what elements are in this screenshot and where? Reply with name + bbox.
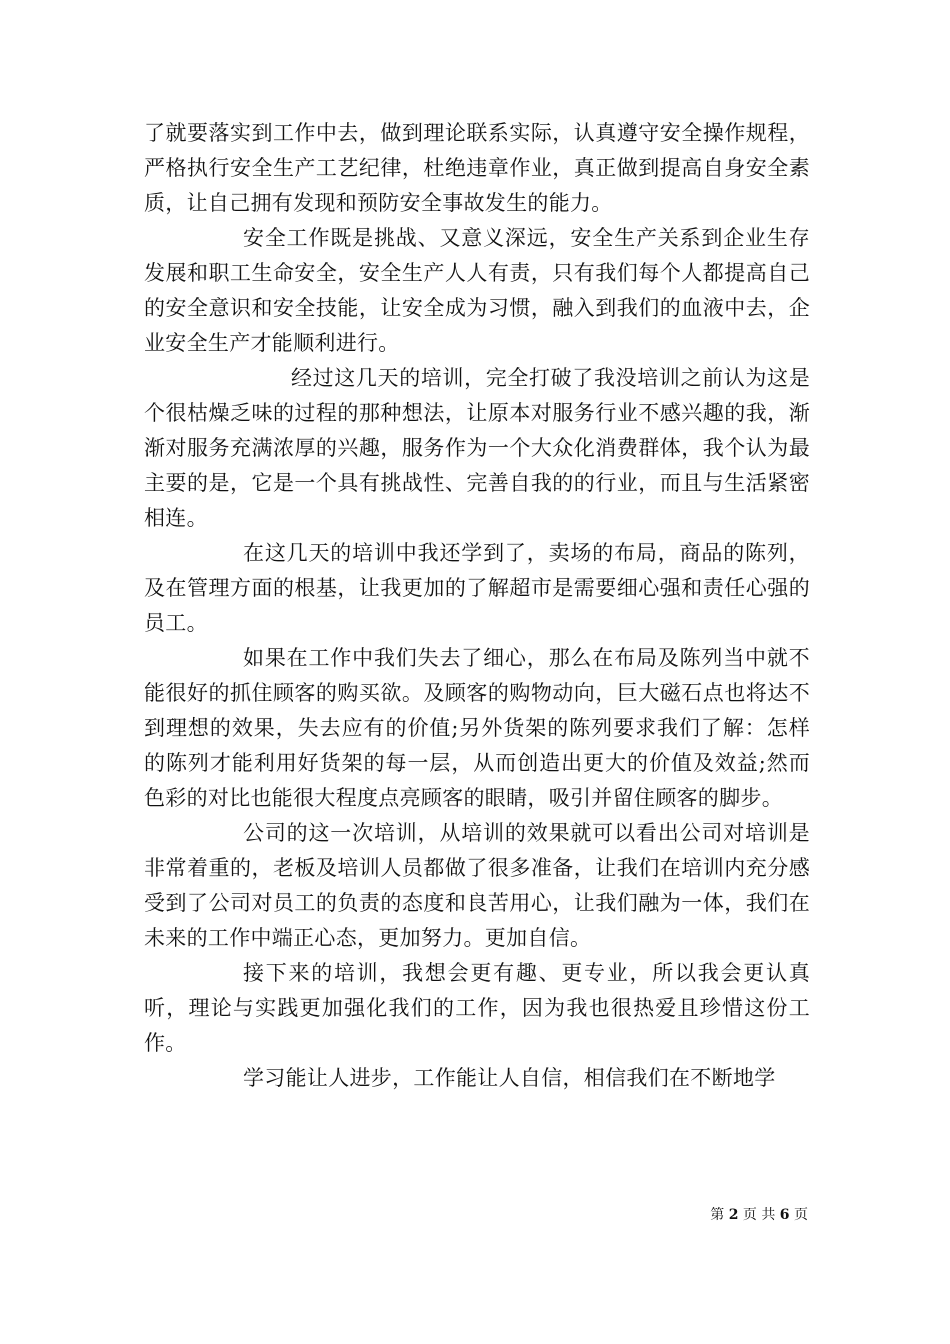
page-number-middle: 页 共 (742, 1207, 776, 1223)
total-pages-number: 6 (779, 1207, 790, 1223)
page-number-prefix: 第 (710, 1207, 725, 1223)
page-number (710, 1206, 808, 1224)
paragraph-2: 安全工作既是挑战、又意义深远，安全生产关系到企业生存发展和职工生命安全，安全生产人人有责，只有我们每个人都提高自己的安全意识和安全技能，让安全成为习惯，融入到我们的血液中去，企业安全生产才能顺利进行。 (144, 226, 810, 355)
paragraph-1: 了就要落实到工作中去，做到理论联系实际，认真遵守安全操作规程，严格执行安全生产工艺纪律，杜绝违章作业，真正做到提高自身安全素质，让自己拥有发现和预防安全事故发生的能力。 (144, 121, 810, 215)
paragraph-8: 学习能让人进步，工作能让人自信，相信我们在不断地学 (243, 1066, 776, 1090)
current-page-number: 2 (728, 1207, 739, 1223)
paragraph-7: 接下来的培训，我想会更有趣、更专业，所以我会更认真听，理论与实践更加强化我们的工作，因为我也很热爱且珍惜这份工作。 (144, 961, 810, 1055)
paragraph-3: 经过这几天的培训，完全打破了我没培训之前认为这是个很枯燥乏味的过程的那种想法，让原本对服务行业不感兴趣的我，渐渐对服务充满浓厚的兴趣，服务作为一个大众化消费群体，我个认为最主要的是，它是一个具有挑战性、完善自我的的行业，而且与生活紧密相连。 (144, 366, 810, 530)
paragraph-5: 如果在工作中我们失去了细心，那么在布局及陈列当中就不能很好的抓住顾客的购买欲。及顾客的购物动向，巨大磁石点也将达不到理想的效果，失去应有的价值;另外货架的陈列要求我们了解：怎样的陈列才能利用好货架的每一层，从而创造出更大的价值及效益;然而色彩的对比也能很大程度点亮顾客的眼睛，吸引并留住顾客的脚步。 (144, 646, 810, 810)
document-body (144, 116, 810, 1096)
paragraph-6: 公司的这一次培训，从培训的效果就可以看出公司对培训是非常着重的，老板及培训人员都做了很多准备，让我们在培训内充分感受到了公司对员工的负责的态度和良苦用心，让我们融为一体，我们在未来的工作中端正心态，更加努力。更加自信。 (144, 821, 810, 950)
paragraph-4: 在这几天的培训中我还学到了，卖场的布局，商品的陈列，及在管理方面的根基，让我更加的了解超市是需要细心强和责任心强的员工。 (144, 541, 810, 635)
page-number-suffix: 页 (794, 1207, 808, 1223)
